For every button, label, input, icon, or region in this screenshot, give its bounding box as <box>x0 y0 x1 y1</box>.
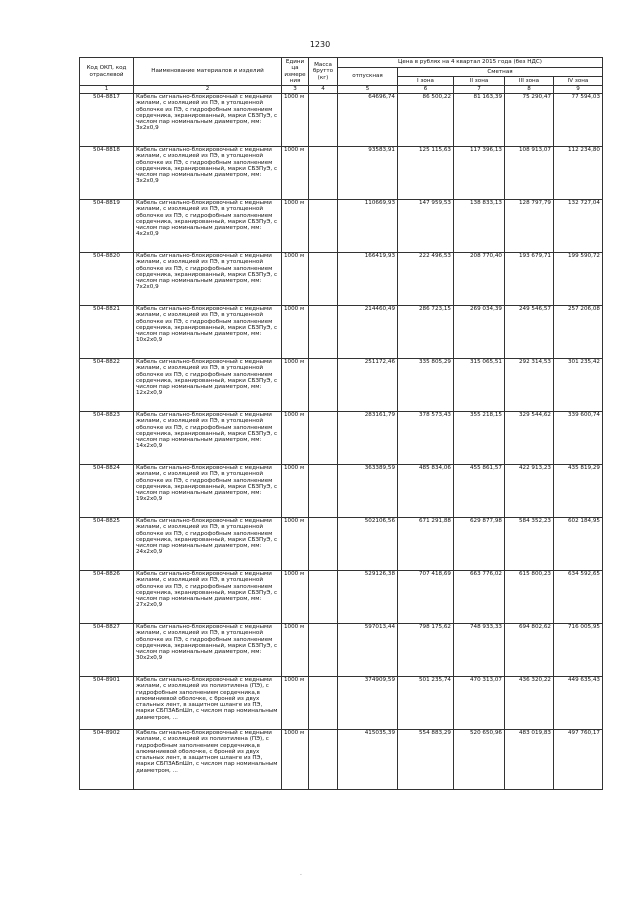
price-zone-1: 501 235,74 <box>398 677 454 730</box>
item-unit: 1000 м <box>282 200 309 253</box>
price-zone-3: 329 544,62 <box>505 412 554 465</box>
table-row <box>80 730 603 790</box>
item-code: 504-8902 <box>80 730 134 790</box>
price-zone-1: 707 418,69 <box>398 571 454 624</box>
item-name: Кабель сигнально-блокировочный с медными жилами, с изоляцией из ПЭ, в утолщенной оболочке из ПЭ, с гидрофобным заполнением сердечника, экранированный, марки СБЗПуЭ, с числом пар номинальным диаметром, мм: 30х2х0,9 <box>134 624 282 677</box>
header-name: Наименование материалов и изделий <box>134 58 282 86</box>
item-unit: 1000 м <box>282 359 309 412</box>
price-zone-2: 269 034,39 <box>454 306 505 359</box>
item-name: Кабель сигнально-блокировочный с медными жилами, с изоляцией из полиэтилена (ПЭ), с гидрофобным заполнением сердечника,в алюминиевой оболочке, с броней из двух стальных лент, в защитном шланге из ПЭ, марки СБПЗАБпШп, с числом пар номинальным диаметром, ... <box>134 730 282 790</box>
item-mass <box>309 306 338 359</box>
item-unit: 1000 м <box>282 677 309 730</box>
page-number: 1230 <box>309 40 331 49</box>
item-mass <box>309 147 338 200</box>
item-mass <box>309 94 338 147</box>
table-row <box>80 518 603 571</box>
price-zone-4: 112 234,80 <box>554 147 603 200</box>
price-table <box>79 57 603 790</box>
header-mass: Масса брутто (кг) <box>309 58 338 86</box>
table-row <box>80 200 603 253</box>
price-zone-1: 286 723,15 <box>398 306 454 359</box>
item-code: 504-8901 <box>80 677 134 730</box>
price-zone-4: 339 600,74 <box>554 412 603 465</box>
price-zone-2: 748 933,33 <box>454 624 505 677</box>
item-mass <box>309 412 338 465</box>
header-release-price: отпускная <box>338 68 398 86</box>
item-name: Кабель сигнально-блокировочный с медными жилами, с изоляцией из ПЭ, в утолщенной оболочке из ПЭ, с гидрофобным заполнением сердечника, экранированный, марки СБЗПуЭ, с числом пар номинальным диаметром, мм: 19х2х0,9 <box>134 465 282 518</box>
price-zone-4: 77 594,03 <box>554 94 603 147</box>
table-row <box>80 412 603 465</box>
table-row <box>80 571 603 624</box>
column-number: 7 <box>454 86 505 94</box>
header-unit: Едини ца измере ния <box>282 58 309 86</box>
price-zone-1: 222 496,53 <box>398 253 454 306</box>
price-zone-1: 125 115,63 <box>398 147 454 200</box>
item-code: 504-8824 <box>80 465 134 518</box>
price-zone-4: 497 760,17 <box>554 730 603 790</box>
page-mark: · <box>300 872 302 879</box>
header-estimate-group: Сметная <box>398 68 603 77</box>
item-mass <box>309 624 338 677</box>
price-zone-3: 128 797,79 <box>505 200 554 253</box>
item-name: Кабель сигнально-блокировочный с медными жилами, с изоляцией из ПЭ, в утолщенной оболочке из ПЭ, с гидрофобным заполнением сердечника, экранированный, марки СБЗПуЭ, с числом пар номинальным диаметром, мм: 3х2х0,9 <box>134 147 282 200</box>
price-zone-3: 584 352,23 <box>505 518 554 571</box>
price-zone-1: 86 500,22 <box>398 94 454 147</box>
header-zone-4: IV зона <box>554 77 603 86</box>
item-mass <box>309 465 338 518</box>
item-code: 504-8825 <box>80 518 134 571</box>
price-zone-4: 435 819,29 <box>554 465 603 518</box>
price-zone-3: 694 802,62 <box>505 624 554 677</box>
column-number: 4 <box>309 86 338 94</box>
release-price: 529126,38 <box>338 571 398 624</box>
item-name: Кабель сигнально-блокировочный с медными жилами, с изоляцией из ПЭ, в утолщенной оболочке из ПЭ, с гидрофобным заполнением сердечника, экранированный, марки СБЗПуЭ, с числом пар номинальным диаметром, мм: 4х2х0,9 <box>134 200 282 253</box>
column-number: 9 <box>554 86 603 94</box>
release-price: 64696,74 <box>338 94 398 147</box>
price-zone-3: 615 800,23 <box>505 571 554 624</box>
price-zone-2: 663 776,02 <box>454 571 505 624</box>
item-mass <box>309 677 338 730</box>
price-zone-4: 602 184,95 <box>554 518 603 571</box>
header-code: Код ОКП, код отраслевой <box>80 58 134 86</box>
item-code: 504-8823 <box>80 412 134 465</box>
column-number: 3 <box>282 86 309 94</box>
price-zone-4: 257 206,08 <box>554 306 603 359</box>
release-price: 251172,46 <box>338 359 398 412</box>
table-row <box>80 359 603 412</box>
price-zone-4: 716 005,95 <box>554 624 603 677</box>
price-zone-2: 117 396,13 <box>454 147 505 200</box>
item-unit: 1000 м <box>282 94 309 147</box>
item-unit: 1000 м <box>282 571 309 624</box>
header-zone-2: II зона <box>454 77 505 86</box>
header-price-group: Цена в рублях на 4 квартал 2015 года (без НДС) <box>338 58 603 68</box>
release-price: 283161,79 <box>338 412 398 465</box>
column-number: 5 <box>338 86 398 94</box>
price-zone-2: 81 163,39 <box>454 94 505 147</box>
table-body <box>80 94 603 790</box>
price-zone-2: 629 877,98 <box>454 518 505 571</box>
price-zone-1: 671 291,88 <box>398 518 454 571</box>
item-unit: 1000 м <box>282 730 309 790</box>
item-code: 504-8818 <box>80 147 134 200</box>
column-number: 1 <box>80 86 134 94</box>
table-row <box>80 94 603 147</box>
price-zone-2: 138 833,13 <box>454 200 505 253</box>
item-name: Кабель сигнально-блокировочный с медными жилами, с изоляцией из ПЭ, в утолщенной оболочке из ПЭ, с гидрофобным заполнением сердечника, экранированный, марки СБЗПуЭ, с числом пар номинальным диаметром, мм: 10х2х0,9 <box>134 306 282 359</box>
release-price: 502106,56 <box>338 518 398 571</box>
item-mass <box>309 253 338 306</box>
price-zone-3: 108 913,07 <box>505 147 554 200</box>
price-zone-1: 485 834,06 <box>398 465 454 518</box>
item-mass <box>309 518 338 571</box>
item-unit: 1000 м <box>282 412 309 465</box>
item-code: 504-8820 <box>80 253 134 306</box>
price-zone-2: 455 861,57 <box>454 465 505 518</box>
table-row <box>80 306 603 359</box>
item-unit: 1000 м <box>282 147 309 200</box>
header-zone-1: I зона <box>398 77 454 86</box>
item-name: Кабель сигнально-блокировочный с медными жилами, с изоляцией из ПЭ, в утолщенной оболочке из ПЭ, с гидрофобным заполнением сердечника, экранированный, марки СБЗПуЭ, с числом пар номинальным диаметром, мм: 3х2х0,9 <box>134 94 282 147</box>
item-mass <box>309 359 338 412</box>
price-zone-3: 193 679,71 <box>505 253 554 306</box>
table-row <box>80 253 603 306</box>
price-zone-4: 199 590,72 <box>554 253 603 306</box>
release-price: 415035,39 <box>338 730 398 790</box>
release-price: 166419,93 <box>338 253 398 306</box>
price-zone-2: 470 313,07 <box>454 677 505 730</box>
price-zone-1: 554 883,29 <box>398 730 454 790</box>
item-code: 504-8819 <box>80 200 134 253</box>
item-name: Кабель сигнально-блокировочный с медными жилами, с изоляцией из полиэтилена (ПЭ), с гидрофобным заполнением сердечника,в алюминиевой оболочке, с броней из двух стальных лент, в защитном шланге из ПЭ, марки СБПЗАБпШп, с числом пар номинальным диаметром, ... <box>134 677 282 730</box>
table-row <box>80 147 603 200</box>
item-code: 504-8826 <box>80 571 134 624</box>
table-row <box>80 677 603 730</box>
price-zone-3: 422 913,23 <box>505 465 554 518</box>
price-zone-1: 147 959,53 <box>398 200 454 253</box>
price-zone-1: 335 805,29 <box>398 359 454 412</box>
item-unit: 1000 м <box>282 518 309 571</box>
release-price: 363389,59 <box>338 465 398 518</box>
release-price: 110669,93 <box>338 200 398 253</box>
price-zone-1: 798 175,62 <box>398 624 454 677</box>
table-row <box>80 465 603 518</box>
item-name: Кабель сигнально-блокировочный с медными жилами, с изоляцией из ПЭ, в утолщенной оболочке из ПЭ, с гидрофобным заполнением сердечника, экранированный, марки СБЗПуЭ, с числом пар номинальным диаметром, мм: 27х2х0,9 <box>134 571 282 624</box>
item-name: Кабель сигнально-блокировочный с медными жилами, с изоляцией из ПЭ, в утолщенной оболочке из ПЭ, с гидрофобным заполнением сердечника, экранированный, марки СБЗПуЭ, с числом пар номинальным диаметром, мм: 14х2х0,9 <box>134 412 282 465</box>
price-zone-3: 75 290,47 <box>505 94 554 147</box>
price-zone-3: 249 546,57 <box>505 306 554 359</box>
item-mass <box>309 571 338 624</box>
table-row <box>80 624 603 677</box>
release-price: 214460,49 <box>338 306 398 359</box>
price-zone-2: 355 218,15 <box>454 412 505 465</box>
item-code: 504-8817 <box>80 94 134 147</box>
price-zone-2: 520 650,96 <box>454 730 505 790</box>
price-zone-3: 436 320,22 <box>505 677 554 730</box>
price-zone-2: 208 770,40 <box>454 253 505 306</box>
price-zone-4: 449 635,43 <box>554 677 603 730</box>
item-unit: 1000 м <box>282 624 309 677</box>
price-zone-4: 132 727,04 <box>554 200 603 253</box>
price-zone-3: 483 019,83 <box>505 730 554 790</box>
item-unit: 1000 м <box>282 253 309 306</box>
item-name: Кабель сигнально-блокировочный с медными жилами, с изоляцией из ПЭ, в утолщенной оболочке из ПЭ, с гидрофобным заполнением сердечника, экранированный, марки СБЗПуЭ, с числом пар номинальным диаметром, мм: 24х2х0,9 <box>134 518 282 571</box>
release-price: 374909,59 <box>338 677 398 730</box>
item-code: 504-8821 <box>80 306 134 359</box>
release-price: 93583,91 <box>338 147 398 200</box>
price-zone-4: 301 235,42 <box>554 359 603 412</box>
price-zone-4: 634 592,65 <box>554 571 603 624</box>
price-zone-2: 315 065,51 <box>454 359 505 412</box>
column-number: 2 <box>134 86 282 94</box>
item-unit: 1000 м <box>282 306 309 359</box>
item-name: Кабель сигнально-блокировочный с медными жилами, с изоляцией из ПЭ, в утолщенной оболочке из ПЭ, с гидрофобным заполнением сердечника, экранированный, марки СБЗПуЭ, с числом пар номинальным диаметром, мм: 12х2х0,9 <box>134 359 282 412</box>
item-unit: 1000 м <box>282 465 309 518</box>
column-number: 6 <box>398 86 454 94</box>
price-zone-3: 292 314,53 <box>505 359 554 412</box>
price-zone-1: 378 573,43 <box>398 412 454 465</box>
header-zone-3: III зона <box>505 77 554 86</box>
item-mass <box>309 730 338 790</box>
column-number: 8 <box>505 86 554 94</box>
item-mass <box>309 200 338 253</box>
item-code: 504-8822 <box>80 359 134 412</box>
item-code: 504-8827 <box>80 624 134 677</box>
column-number-row <box>80 86 603 94</box>
release-price: 597013,44 <box>338 624 398 677</box>
item-name: Кабель сигнально-блокировочный с медными жилами, с изоляцией из ПЭ, в утолщенной оболочке из ПЭ, с гидрофобным заполнением сердечника, экранированный, марки СБЗПуЭ, с числом пар номинальным диаметром, мм: 7х2х0,9 <box>134 253 282 306</box>
